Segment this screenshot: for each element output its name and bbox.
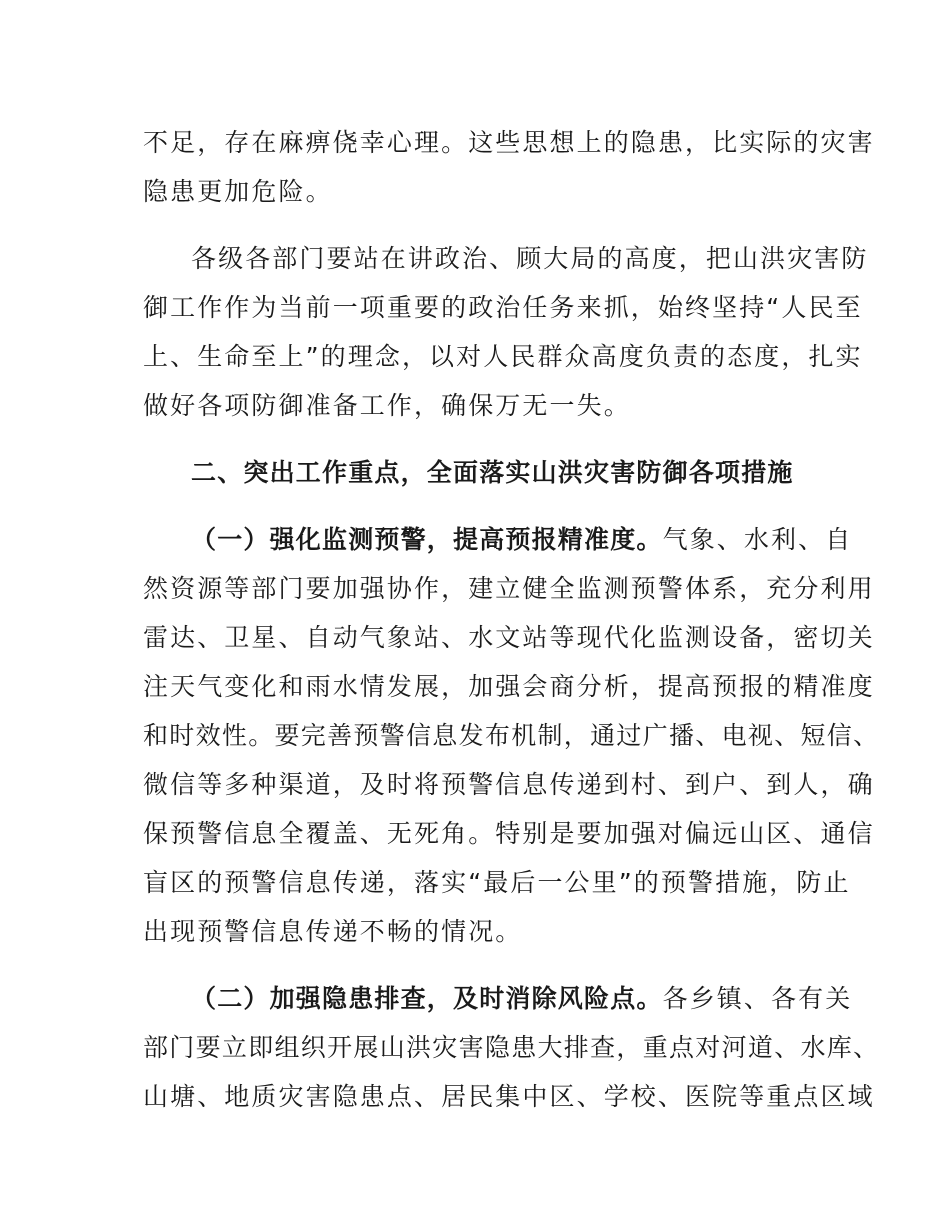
paragraph-line: 山塘、地质灾害隐患点、居民集中区、学校、医院等重点区域 — [143, 1082, 875, 1111]
paragraph-line: 和时效性。要完善预警信息发布机制，通过广播、电视、短信、 — [143, 721, 880, 750]
paragraph-line: 保预警信息全覆盖、无死角。特别是要加强对偏远山区、通信 — [143, 819, 875, 848]
paragraph-line: 部门要立即组织开展山洪灾害隐患大排查，重点对河道、水库、 — [143, 1033, 880, 1062]
paragraph-line: 注天气变化和雨水情发展，加强会商分析，提高预报的精准度 — [143, 672, 875, 701]
paragraph-line: 御工作作为当前一项重要的政治任务来抓，始终坚持“人民至 — [143, 293, 863, 322]
paragraph-line: 雷达、卫星、自动气象站、水文站等现代化监测设备，密切关 — [143, 623, 875, 652]
paragraph-text: 气象、水利、自 — [662, 525, 853, 554]
paragraph-line: 微信等多种渠道，及时将预警信息传递到村、到户、到人，确 — [143, 770, 875, 799]
subsection-heading: （一）强化监测预警，提高预报精准度。 — [191, 525, 663, 554]
paragraph-line: 上、生命至上”的理念，以对人民群众高度负责的态度，扎实 — [143, 342, 863, 371]
paragraph-line: 隐患更加危险。 — [143, 177, 333, 206]
paragraph-text: 各乡镇、各有关 — [662, 984, 853, 1013]
paragraph-first-line — [191, 977, 853, 1021]
paragraph-line: 做好各项防御准备工作，确保万无一失。 — [143, 391, 631, 420]
section-heading: 二、突出工作重点，全面落实山洪灾害防御各项措施 — [191, 458, 794, 487]
paragraph-first-line — [191, 518, 853, 562]
paragraph-line: 不足，存在麻痹侥幸心理。这些思想上的隐患，比实际的灾害 — [143, 128, 875, 157]
paragraph-line: 然资源等部门要加强协作，建立健全监测预警体系，充分利用 — [143, 574, 875, 603]
paragraph-line: 出现预警信息传递不畅的情况。 — [143, 917, 523, 946]
paragraph-line: 盲区的预警信息传递，落实“最后一公里”的预警措施，防止 — [143, 868, 851, 897]
paragraph-line: 各级各部门要站在讲政治、顾大局的高度，把山洪灾害防 — [191, 244, 869, 273]
subsection-heading: （二）加强隐患排查，及时消除风险点。 — [191, 984, 663, 1013]
